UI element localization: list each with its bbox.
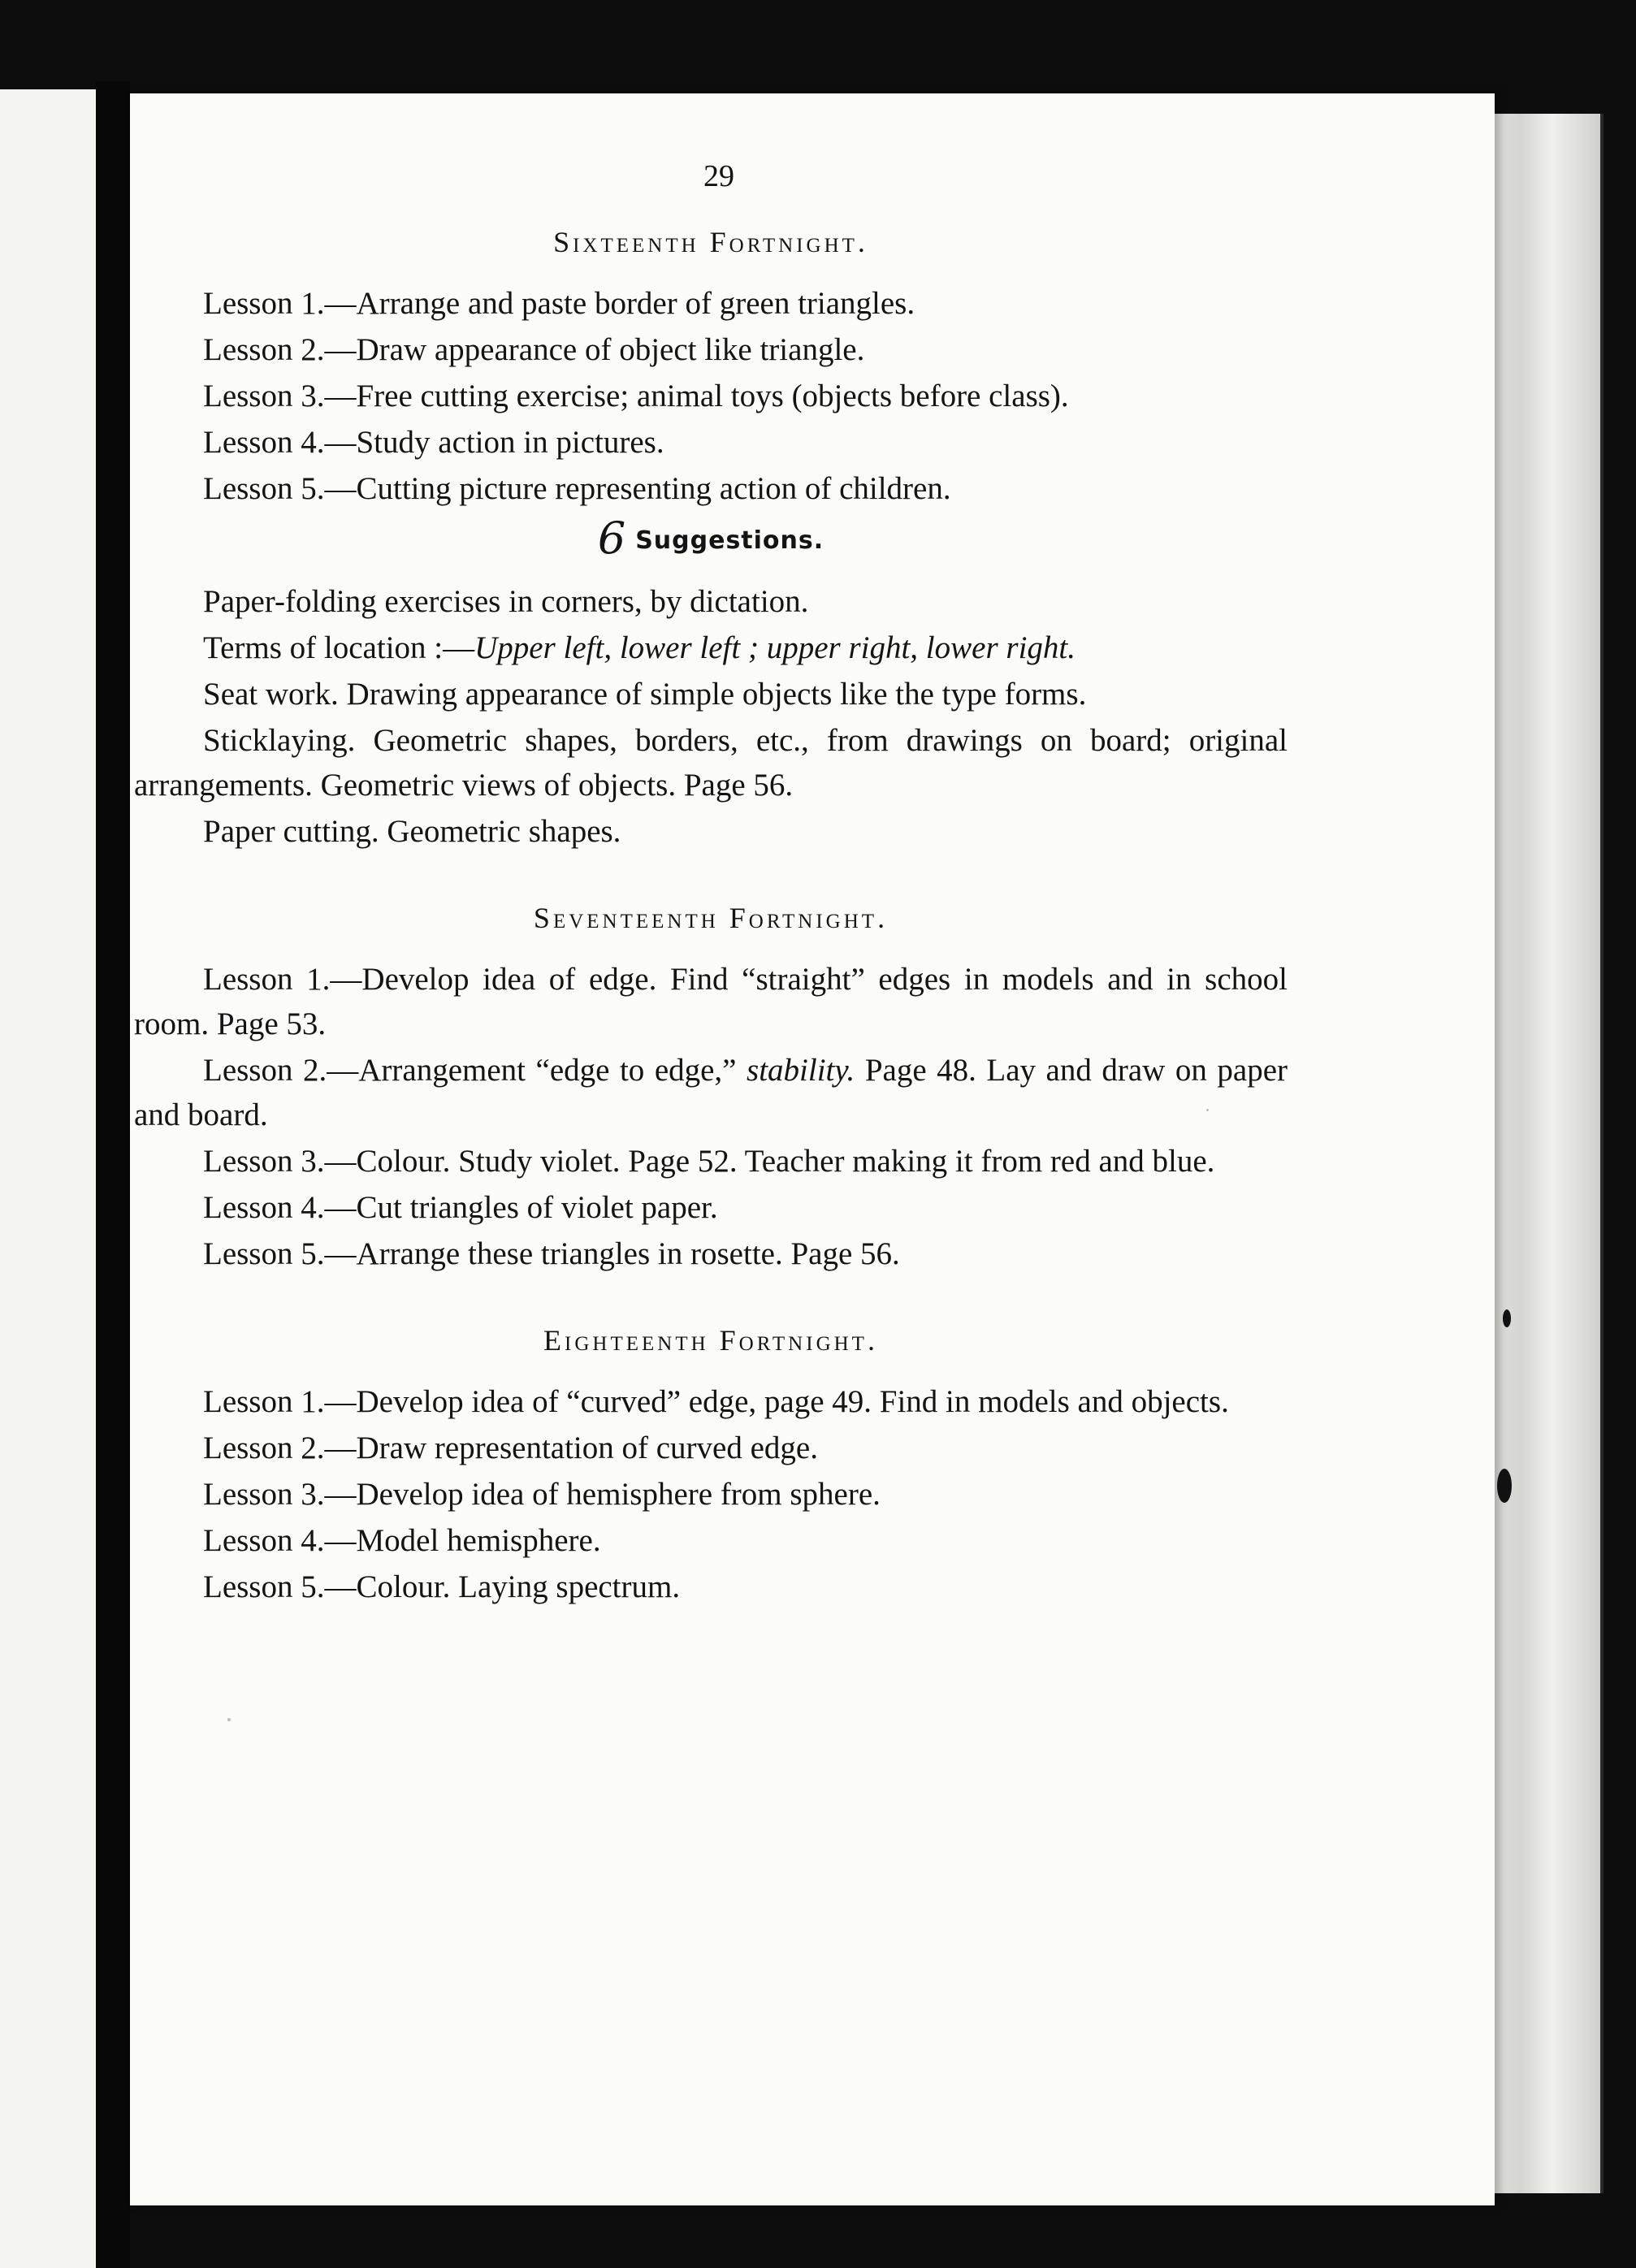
lesson-paragraph: Lesson 4.—Model hemisphere. [203, 1523, 601, 1558]
suggestion-paragraph: Sticklaying. Geometric shapes, borders, etc., from drawings on board; original arrangements. Geometric views of objects. Page 56. [134, 723, 1288, 803]
lesson-paragraph: Lesson 1.—Develop idea of “curved” edge, page 49. Find in models and objects. [203, 1384, 1229, 1419]
terms-prefix: Terms of location :— [203, 630, 475, 665]
handwritten-mark: 6 [597, 513, 626, 564]
margin-ink-dot [1503, 1309, 1511, 1327]
lesson-2-italic: stability. [747, 1053, 855, 1088]
suggestion-paragraph: Seat work. Drawing appearance of simple objects like the type forms. [203, 677, 1087, 712]
lesson-paragraph [134, 1048, 1288, 1137]
lesson-paragraph: Lesson 1.—Develop idea of edge. Find “straight” edges in models and in school room. Page 53. [134, 962, 1288, 1041]
section-heading-eighteenth: Eighteenth Fortnight. [543, 1324, 878, 1357]
lesson-paragraph: Lesson 2.—Draw appearance of object like triangle. [203, 332, 865, 367]
suggestion-paragraph: Paper cutting. Geometric shapes. [203, 814, 621, 849]
lesson-paragraph: Lesson 5.—Arrange these triangles in rosette. Page 56. [203, 1236, 900, 1271]
lesson-paragraph: Lesson 4.—Study action in pictures. [203, 425, 664, 460]
section-heading-seventeenth: Seventeenth Fortnight. [533, 902, 889, 934]
lesson-paragraph: Lesson 4.—Cut triangles of violet paper. [203, 1190, 718, 1225]
page-text [134, 154, 1288, 1611]
lesson-paragraph: Lesson 3.—Colour. Study violet. Page 52. Teacher making it from red and blue. [203, 1144, 1215, 1179]
terms-italic: Upper left, lower left ; upper right, lower right. [474, 630, 1076, 665]
paper-speck [227, 1718, 231, 1721]
previous-page-edge [0, 89, 96, 2268]
lesson-paragraph: Lesson 5.—Cutting picture representing action of children. [203, 471, 951, 506]
lesson-paragraph: Lesson 3.—Free cutting exercise; animal toys (objects before class). [203, 379, 1069, 413]
lesson-paragraph: Lesson 3.—Develop idea of hemisphere from sphere. [203, 1477, 881, 1512]
lesson-paragraph: Lesson 2.—Draw representation of curved edge. [203, 1430, 818, 1465]
margin-ink-dot [1497, 1469, 1512, 1503]
suggestion-paragraph [134, 625, 1288, 670]
lesson-paragraph: Lesson 1.—Arrange and paste border of green triangles. [203, 286, 915, 321]
suggestions-heading-row [134, 513, 1288, 564]
page-stack-edge [1478, 114, 1604, 2193]
section-heading-sixteenth: Sixteenth Fortnight. [553, 226, 868, 258]
page-number: 29 [703, 159, 734, 193]
book-gutter-shadow [96, 81, 130, 2268]
lesson-2-continued: Page 48. Lay and draw on paper and board. [134, 1053, 1288, 1132]
lesson-2-text: Lesson 2.—Arrangement “edge to edge,” [203, 1053, 747, 1088]
suggestion-paragraph: Paper-folding exercises in corners, by dictation. [203, 584, 809, 619]
suggestions-heading: Suggestions. [635, 526, 824, 555]
lesson-paragraph: Lesson 5.—Colour. Laying spectrum. [203, 1569, 681, 1604]
